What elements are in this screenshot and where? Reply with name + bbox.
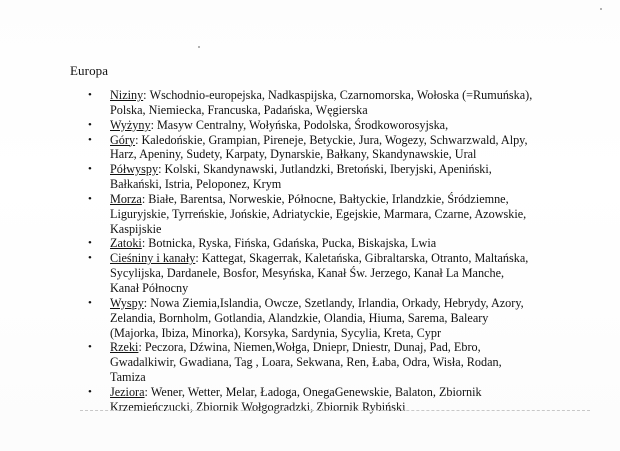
category-text: Kaledońskie, Grampian, Pireneje, Betyckie, Jura, Wogezy, Schwarzwald, Alpy, <box>141 132 528 147</box>
category-separator: : <box>195 251 199 266</box>
category-item <box>86 296 556 341</box>
category-text: Botnicka, Ryska, Fińska, Gdańska, Pucka, Biskajska, Lwia <box>148 236 437 251</box>
category-separator: : <box>158 162 162 177</box>
category-line <box>110 192 556 207</box>
bullet-icon: • <box>88 192 92 205</box>
category-line <box>110 177 556 192</box>
bullet-icon: • <box>88 133 92 146</box>
category-name: Niziny <box>110 88 144 102</box>
category-text: Harz, Apeniny, Sudety, Karpaty, Dynarskie, Bałkany, Skandynawskie, Ural <box>110 147 477 162</box>
category-text: Kolski, Skandynawski, Jutlandzki, Bretoński, Iberyjski, Apeniński, <box>164 162 492 177</box>
category-name: Zatoki <box>110 236 142 251</box>
category-line <box>110 222 556 237</box>
category-separator: : <box>141 191 146 206</box>
category-line <box>110 355 556 370</box>
category-text: Krzemieńczucki, Zbiornik Wołgogradzki, Zbiornik Rybiński <box>110 399 406 414</box>
category-line <box>110 118 556 133</box>
category-item <box>86 192 556 237</box>
category-line <box>110 340 556 355</box>
bullet-icon: • <box>88 163 92 176</box>
category-separator: : <box>143 88 147 102</box>
category-name: Góry <box>110 132 136 147</box>
category-name: Cieśniny i kanały <box>110 251 196 266</box>
category-text: Kanał Północny <box>110 280 189 295</box>
category-item <box>86 340 556 385</box>
category-text: Tamiza <box>110 370 146 385</box>
category-line <box>110 236 556 251</box>
category-line <box>110 251 556 266</box>
category-line <box>110 103 556 118</box>
bullet-icon: • <box>88 237 92 250</box>
category-text: Kaspijskie <box>110 221 162 236</box>
category-line <box>110 326 556 341</box>
document-title: Europa <box>70 63 109 78</box>
category-text: Polska, Niemiecka, Francuska, Padańska, Węgierska <box>110 102 368 117</box>
category-line <box>110 162 556 177</box>
category-text: Gwadalkiwir, Gwadiana, Tag , Loara, Sekwana, Ren, Łaba, Odra, Wisła, Rodan, <box>110 355 502 370</box>
category-text: Wschodnio-europejska, Nadkaspijska, Czarnomorska, Wołoska (=Rumuńska), <box>149 88 533 102</box>
category-list <box>86 88 556 415</box>
category-line <box>110 311 556 326</box>
category-name: Morza <box>110 191 142 206</box>
category-text: Liguryjskie, Tyrreńskie, Jońskie, Adriatyckie, Egejskie, Marmara, Czarne, Azowskie, <box>110 206 527 221</box>
category-line <box>110 266 556 281</box>
category-item <box>86 236 556 251</box>
category-text: Sycylijska, Dardanele, Bosfor, Mesyńska, Kanał Św. Jerzego, Kanał La Manche, <box>110 266 505 281</box>
category-item <box>86 118 556 133</box>
category-separator: : <box>141 236 146 251</box>
category-line <box>110 400 556 415</box>
category-line <box>110 370 556 385</box>
bullet-icon: • <box>88 296 92 309</box>
category-text: Masyw Centralny, Wołyńska, Podolska, Środkoworosyjska, <box>156 117 449 132</box>
category-separator: : <box>150 117 154 132</box>
bullet-icon: • <box>88 252 92 265</box>
category-separator: : <box>143 295 148 310</box>
category-line <box>110 207 556 222</box>
category-separator: : <box>138 340 142 355</box>
category-item <box>86 88 556 118</box>
category-item <box>86 133 556 163</box>
bullet-icon: • <box>88 89 92 101</box>
bullet-icon: • <box>88 118 92 131</box>
category-item <box>86 162 556 192</box>
category-text: (Majorka, Ibiza, Minorka), Korsyka, Sardynia, Sycylia, Kreta, Cypr <box>110 325 442 340</box>
category-line <box>110 88 556 103</box>
category-name: Wyżyny <box>110 117 151 132</box>
category-text: Kattegat, Skagerrak, Kaletańska, Gibraltarska, Otranto, Maltańska, <box>201 251 529 266</box>
category-line <box>110 385 556 400</box>
category-line <box>110 296 556 311</box>
scan-speck <box>600 8 602 10</box>
bullet-icon: • <box>88 341 92 354</box>
bullet-icon: • <box>88 385 92 398</box>
category-text: Zelandia, Bornholm, Gotlandia, Alandzkie, Olandia, Hiuma, Sarema, Baleary <box>110 310 489 325</box>
category-text: Peczora, Dźwina, Niemen,Wołga, Dniepr, Dniestr, Dunaj, Pad, Ebro, <box>144 340 481 355</box>
category-line <box>110 281 556 296</box>
category-text: Bałkański, Istria, Peloponez, Krym <box>110 177 282 192</box>
scan-edge-line <box>80 410 590 411</box>
category-separator: : <box>135 132 139 147</box>
category-text: Nowa Ziemia,Islandia, Owcze, Szetlandy, Irlandia, Orkady, Hebrydy, Azory, <box>150 295 524 310</box>
category-line <box>110 147 556 162</box>
category-text: Białe, Barentsa, Norweskie, Północne, Bałtyckie, Irlandzkie, Śródziemne, <box>148 191 509 206</box>
category-separator: : <box>144 384 148 399</box>
category-item <box>86 251 556 296</box>
category-text: Wener, Wetter, Melar, Ładoga, OnegaGenewskie, Balaton, Zbiornik <box>150 384 482 399</box>
category-line <box>110 133 556 148</box>
category-name: Rzeki <box>110 340 139 355</box>
category-name: Jeziora <box>110 384 145 399</box>
scan-speck <box>198 46 200 48</box>
category-name: Półwyspy <box>110 162 159 177</box>
category-name: Wyspy <box>110 295 144 310</box>
